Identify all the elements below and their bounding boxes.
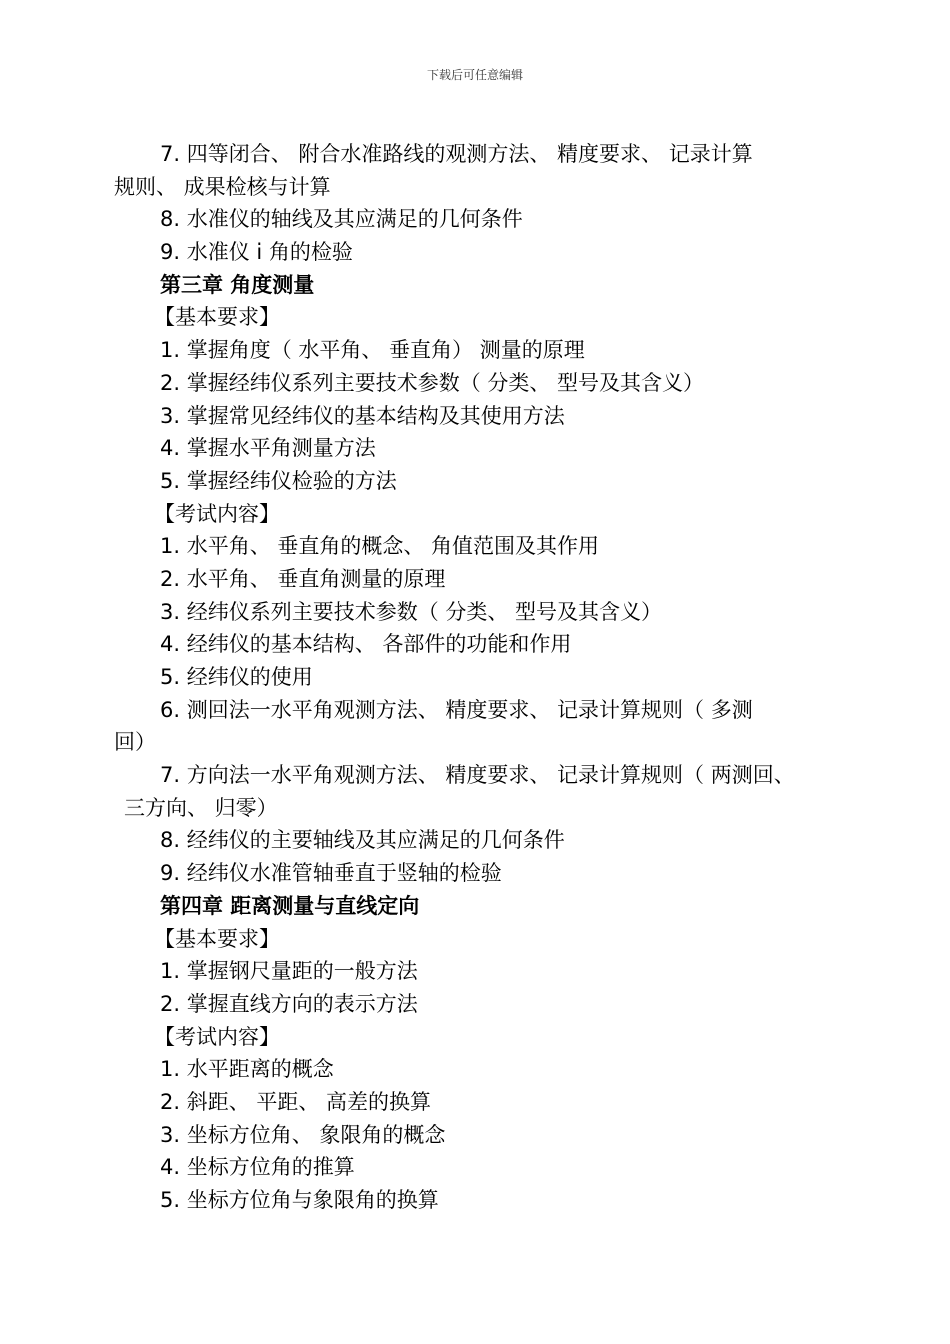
list-item: 1. 水平角、 垂直角的概念、 角值范围及其作用 [160, 534, 600, 559]
list-item: 1. 掌握钢尺量距的一般方法 [160, 959, 418, 984]
list-item: 9. 经纬仪水准管轴垂直于竖轴的检验 [160, 861, 502, 886]
list-item: 6. 测回法一水平角观测方法、 精度要求、 记录计算规则（ 多测 [160, 697, 753, 722]
list-item: 5. 经纬仪的使用 [160, 665, 313, 689]
list-item: 8. 水准仪的轴线及其应满足的几何条件 [160, 207, 523, 232]
list-item: 5. 掌握经纬仪检验的方法 [160, 468, 397, 493]
section-label: 【考试内容】 [154, 1024, 280, 1049]
section-label: 【基本要求】 [154, 926, 280, 951]
list-item: 3. 坐标方位角、 象限角的概念 [160, 1122, 446, 1147]
list-item: 2. 掌握经纬仪系列主要技术参数（ 分类、 型号及其含义） [160, 370, 705, 395]
list-item: 3. 掌握常见经纬仪的基本结构及其使用方法 [160, 403, 565, 428]
list-item: 3. 经纬仪系列主要技术参数（ 分类、 型号及其含义） [160, 599, 663, 624]
list-item-continuation: 规则、 成果检核与计算 [114, 174, 331, 199]
document-body [114, 138, 854, 1217]
chapter-heading: 第四章 距离测量与直线定向 [160, 893, 420, 918]
header-note: 下载后可任意编辑 [426, 68, 523, 82]
list-item: 4. 掌握水平角测量方法 [160, 436, 376, 461]
list-item: 8. 经纬仪的主要轴线及其应满足的几何条件 [160, 828, 565, 853]
list-item: 2. 水平角、 垂直角测量的原理 [160, 566, 446, 591]
list-item-continuation: 三方向、 归零） [124, 795, 278, 820]
section-label: 【基本要求】 [154, 305, 280, 330]
list-item: 7. 方向法一水平角观测方法、 精度要求、 记录计算规则（ 两测回、 [160, 763, 795, 788]
list-item: 2. 掌握直线方向的表示方法 [160, 991, 418, 1016]
list-item: 1. 水平距离的概念 [160, 1057, 334, 1082]
list-item: 4. 经纬仪的基本结构、 各部件的功能和作用 [160, 632, 572, 657]
list-item: 9. 水准仪 i 角的检验 [160, 240, 353, 265]
list-item-continuation: 回） [114, 730, 156, 755]
list-item: 2. 斜距、 平距、 高差的换算 [160, 1089, 432, 1114]
list-item: 1. 掌握角度（ 水平角、 垂直角） 测量的原理 [160, 338, 585, 363]
chapter-heading: 第三章 角度测量 [160, 272, 315, 297]
section-label: 【考试内容】 [154, 501, 280, 526]
list-item: 7. 四等闭合、 附合水准路线的观测方法、 精度要求、 记录计算 [160, 142, 753, 166]
list-item: 5. 坐标方位角与象限角的换算 [160, 1188, 439, 1212]
list-item: 4. 坐标方位角的推算 [160, 1155, 355, 1180]
